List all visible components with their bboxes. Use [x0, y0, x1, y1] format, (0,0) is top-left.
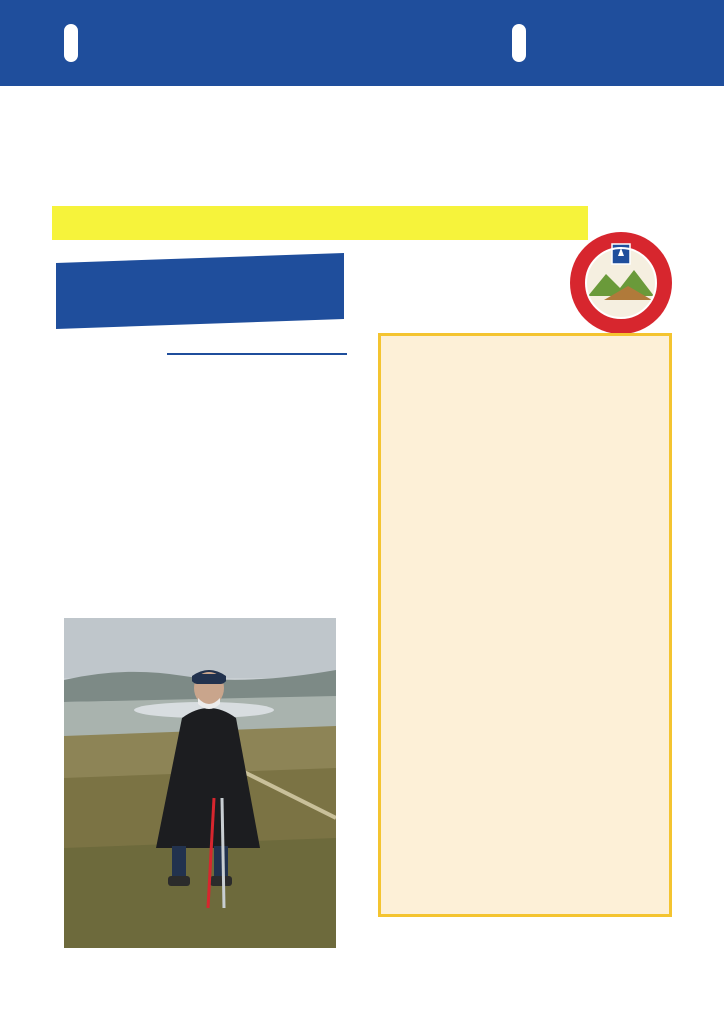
subtitle-highlight: [52, 206, 588, 240]
binder-hole-right: [512, 24, 526, 62]
header-bar: [0, 0, 724, 86]
issue-banner: [56, 253, 344, 329]
seniores-logo: [568, 230, 674, 336]
editorial-rule: [167, 353, 347, 355]
hiker-photo: [64, 618, 336, 948]
table-of-contents-box: [378, 333, 672, 917]
binder-hole-left: [64, 24, 78, 62]
